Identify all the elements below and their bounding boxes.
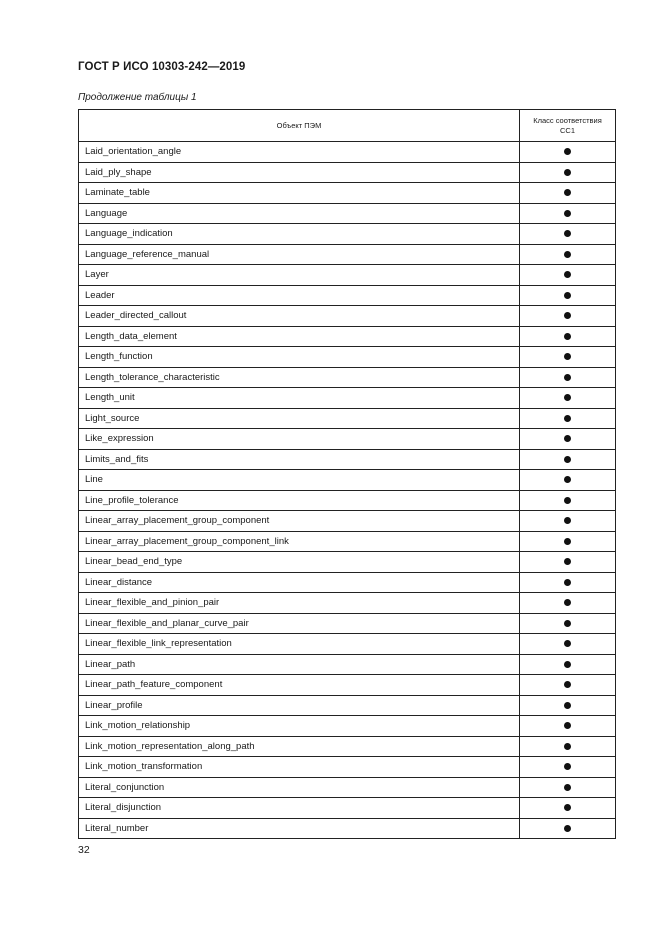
column-header-conformance-class [520, 110, 616, 142]
conformance-mark-cell [520, 408, 616, 429]
object-name-cell: Laid_ply_shape [79, 162, 520, 183]
filled-circle-icon [564, 722, 571, 729]
filled-circle-icon [564, 415, 571, 422]
filled-circle-icon [564, 497, 571, 504]
conformance-mark-cell [520, 716, 616, 737]
filled-circle-icon [564, 435, 571, 442]
table-row [79, 470, 616, 491]
conformance-mark-cell [520, 203, 616, 224]
table-row [79, 388, 616, 409]
table-row [79, 531, 616, 552]
object-name-cell: Link_motion_transformation [79, 757, 520, 778]
conformance-mark-cell [520, 613, 616, 634]
conformance-mark-cell [520, 531, 616, 552]
conformance-mark-cell [520, 265, 616, 286]
table-row [79, 798, 616, 819]
table-row [79, 613, 616, 634]
filled-circle-icon [564, 579, 571, 586]
table-row [79, 511, 616, 532]
table-row [79, 490, 616, 511]
table-row [79, 675, 616, 696]
table-row [79, 203, 616, 224]
table-row [79, 757, 616, 778]
filled-circle-icon [564, 599, 571, 606]
page-number: 32 [78, 844, 90, 856]
conformance-mark-cell [520, 326, 616, 347]
object-name-cell: Light_source [79, 408, 520, 429]
object-name-cell: Link_motion_representation_along_path [79, 736, 520, 757]
conformance-mark-cell [520, 347, 616, 368]
table-row [79, 408, 616, 429]
conformance-mark-cell [520, 183, 616, 204]
table-row [79, 285, 616, 306]
filled-circle-icon [564, 661, 571, 668]
conformance-mark-cell [520, 162, 616, 183]
conformance-mark-cell [520, 449, 616, 470]
conformance-mark-cell [520, 675, 616, 696]
object-name-cell: Line_profile_tolerance [79, 490, 520, 511]
filled-circle-icon [564, 538, 571, 545]
table-row [79, 716, 616, 737]
table-row [79, 244, 616, 265]
table-row [79, 736, 616, 757]
filled-circle-icon [564, 394, 571, 401]
table-header-row [79, 110, 616, 142]
object-name-cell: Linear_flexible_and_planar_curve_pair [79, 613, 520, 634]
conformance-mark-cell [520, 367, 616, 388]
conformance-mark-cell [520, 244, 616, 265]
table-row [79, 367, 616, 388]
object-name-cell: Length_tolerance_characteristic [79, 367, 520, 388]
table-row [79, 142, 616, 163]
table-row [79, 162, 616, 183]
object-name-cell: Literal_number [79, 818, 520, 839]
object-name-cell: Language_reference_manual [79, 244, 520, 265]
conformance-mark-cell [520, 224, 616, 245]
conformance-mark-cell [520, 142, 616, 163]
object-name-cell: Limits_and_fits [79, 449, 520, 470]
conformance-mark-cell [520, 634, 616, 655]
object-name-cell: Literal_conjunction [79, 777, 520, 798]
conformance-mark-cell [520, 818, 616, 839]
object-name-cell: Linear_array_placement_group_component_link [79, 531, 520, 552]
filled-circle-icon [564, 312, 571, 319]
table-row [79, 777, 616, 798]
table-row [79, 552, 616, 573]
object-name-cell: Like_expression [79, 429, 520, 450]
table-row [79, 429, 616, 450]
table-row [79, 224, 616, 245]
conformance-mark-cell [520, 552, 616, 573]
object-name-cell: Linear_bead_end_type [79, 552, 520, 573]
column-header-class-label: Класс соответствия [533, 115, 602, 125]
filled-circle-icon [564, 640, 571, 647]
object-name-cell: Laid_orientation_angle [79, 142, 520, 163]
conformance-mark-cell [520, 306, 616, 327]
conformance-mark-cell [520, 654, 616, 675]
conformance-table [78, 109, 616, 839]
filled-circle-icon [564, 763, 571, 770]
table-row [79, 634, 616, 655]
conformance-mark-cell [520, 511, 616, 532]
filled-circle-icon [564, 620, 571, 627]
filled-circle-icon [564, 517, 571, 524]
filled-circle-icon [564, 333, 571, 340]
table-body [79, 142, 616, 839]
filled-circle-icon [564, 743, 571, 750]
filled-circle-icon [564, 374, 571, 381]
filled-circle-icon [564, 271, 571, 278]
filled-circle-icon [564, 292, 571, 299]
object-name-cell: Length_function [79, 347, 520, 368]
table-row [79, 326, 616, 347]
conformance-mark-cell [520, 695, 616, 716]
object-name-cell: Length_data_element [79, 326, 520, 347]
object-name-cell: Linear_array_placement_group_component [79, 511, 520, 532]
conformance-mark-cell [520, 777, 616, 798]
object-name-cell: Laminate_table [79, 183, 520, 204]
table-row [79, 306, 616, 327]
conformance-mark-cell [520, 798, 616, 819]
object-name-cell: Length_unit [79, 388, 520, 409]
conformance-mark-cell [520, 429, 616, 450]
object-name-cell: Linear_distance [79, 572, 520, 593]
filled-circle-icon [564, 353, 571, 360]
object-name-cell: Link_motion_relationship [79, 716, 520, 737]
filled-circle-icon [564, 189, 571, 196]
table-row [79, 695, 616, 716]
filled-circle-icon [564, 476, 571, 483]
object-name-cell: Literal_disjunction [79, 798, 520, 819]
column-header-object: Объект ПЭМ [79, 110, 520, 142]
object-name-cell: Linear_flexible_link_representation [79, 634, 520, 655]
conformance-mark-cell [520, 285, 616, 306]
conformance-mark-cell [520, 470, 616, 491]
filled-circle-icon [564, 251, 571, 258]
table-row [79, 654, 616, 675]
table-row [79, 818, 616, 839]
filled-circle-icon [564, 169, 571, 176]
conformance-mark-cell [520, 388, 616, 409]
table-row [79, 449, 616, 470]
table-row [79, 572, 616, 593]
filled-circle-icon [564, 210, 571, 217]
filled-circle-icon [564, 784, 571, 791]
filled-circle-icon [564, 804, 571, 811]
filled-circle-icon [564, 230, 571, 237]
object-name-cell: Leader_directed_callout [79, 306, 520, 327]
filled-circle-icon [564, 148, 571, 155]
filled-circle-icon [564, 702, 571, 709]
column-header-class-code: CC1 [559, 125, 575, 135]
table-row [79, 265, 616, 286]
object-name-cell: Linear_path [79, 654, 520, 675]
table-row [79, 593, 616, 614]
object-name-cell: Linear_flexible_and_pinion_pair [79, 593, 520, 614]
object-name-cell: Line [79, 470, 520, 491]
object-name-cell: Language_indication [79, 224, 520, 245]
document-header: ГОСТ Р ИСО 10303-242—2019 [78, 61, 246, 73]
filled-circle-icon [564, 558, 571, 565]
object-name-cell: Linear_profile [79, 695, 520, 716]
filled-circle-icon [564, 456, 571, 463]
conformance-mark-cell [520, 490, 616, 511]
table-row [79, 183, 616, 204]
object-name-cell: Layer [79, 265, 520, 286]
conformance-mark-cell [520, 757, 616, 778]
conformance-mark-cell [520, 572, 616, 593]
table-caption: Продолжение таблицы 1 [78, 92, 197, 103]
filled-circle-icon [564, 681, 571, 688]
table-row [79, 347, 616, 368]
object-name-cell: Language [79, 203, 520, 224]
conformance-mark-cell [520, 736, 616, 757]
object-name-cell: Leader [79, 285, 520, 306]
object-name-cell: Linear_path_feature_component [79, 675, 520, 696]
filled-circle-icon [564, 825, 571, 832]
conformance-mark-cell [520, 593, 616, 614]
